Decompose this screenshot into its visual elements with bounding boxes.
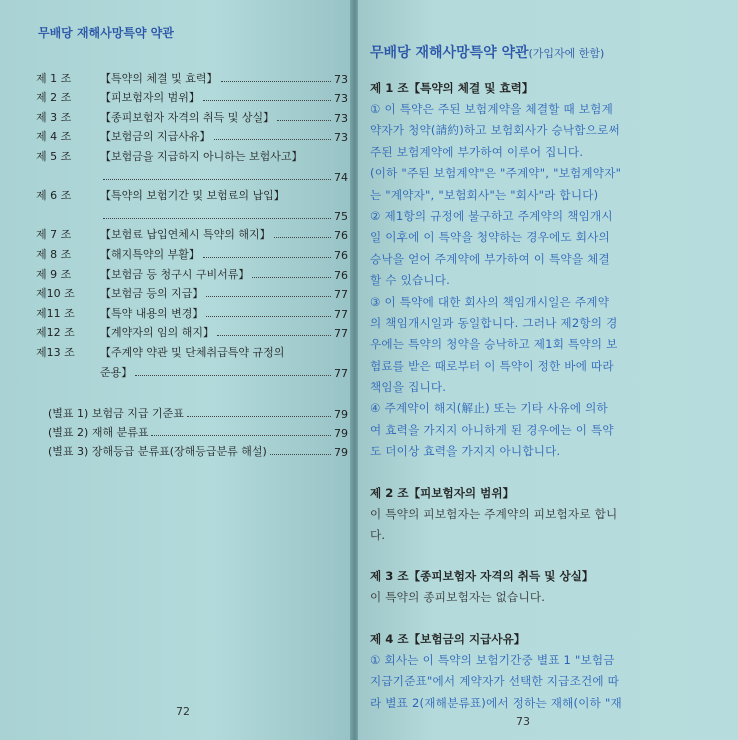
text-line: ① 회사는 이 특약의 보험기간중 별표 1 "보험금 bbox=[370, 652, 615, 667]
text-line: 여 효력을 가지지 아니하게 된 경우에는 이 특약 bbox=[370, 422, 614, 437]
toc-page-number: 73 bbox=[334, 72, 348, 86]
toc-article-name: 【보험금 등 청구시 구비서류】 bbox=[100, 267, 250, 281]
toc-article-number: 제11 조 bbox=[36, 306, 75, 320]
toc-page-number: 76 bbox=[334, 268, 348, 282]
annex-page-number: 79 bbox=[334, 408, 348, 421]
article-2-body bbox=[370, 504, 720, 547]
toc-page-number: 74 bbox=[334, 170, 348, 184]
toc-page-number: 73 bbox=[334, 111, 348, 125]
text-line: ③ 이 특약에 대한 회사의 책임개시일은 주계약 bbox=[370, 294, 610, 309]
toc-row bbox=[36, 301, 348, 321]
title-sub: (가입자에 한함) bbox=[528, 47, 605, 60]
toc-article-name: 【해지특약의 부활】 bbox=[100, 247, 200, 261]
toc-article-number: 제12 조 bbox=[36, 326, 75, 340]
toc-row bbox=[36, 321, 348, 341]
toc-article-number: 제 1 조 bbox=[36, 71, 72, 85]
toc-article-number: 제 8 조 bbox=[36, 247, 72, 261]
title-main: 무배당 재해사망특약 약관 bbox=[370, 45, 529, 61]
toc-leader-dots bbox=[221, 81, 332, 82]
toc-article-name: 【종피보험자 자격의 취득 및 상실】 bbox=[100, 110, 275, 124]
toc-page-number: 77 bbox=[334, 366, 348, 380]
toc-page-number: 76 bbox=[334, 229, 348, 243]
toc-article-number: 제 6 조 bbox=[36, 189, 72, 203]
text-line: 라 별표 2(재해분류표)에서 정하는 재해(이하 "재 bbox=[370, 695, 622, 710]
annex-name: (별표 2) 재해 분류표 bbox=[48, 426, 149, 439]
right-page-title bbox=[370, 42, 604, 62]
article-4-heading: 제 4 조【보험금의 지급사유】 bbox=[370, 631, 526, 646]
annex-list bbox=[48, 402, 348, 459]
toc-article-name: 【보험금의 지급사유】 bbox=[100, 130, 211, 144]
toc-leader-dots bbox=[203, 257, 331, 258]
article-1-heading: 제 1 조【특약의 체결 및 효력】 bbox=[370, 81, 534, 95]
article-4-body bbox=[370, 650, 720, 714]
toc-leader-dots bbox=[214, 139, 331, 140]
toc-leader-dots bbox=[277, 120, 331, 121]
toc-row bbox=[36, 105, 348, 125]
annex-leader-dots bbox=[151, 435, 331, 436]
article-1-body bbox=[370, 99, 720, 463]
toc-row bbox=[36, 262, 348, 282]
text-line: 우에는 특약의 청약을 승낙하고 제1회 특약의 보 bbox=[370, 337, 618, 352]
toc-row bbox=[36, 360, 348, 380]
annex-name: (별표 3) 장해등급 분류표(장해등급분류 해설) bbox=[48, 445, 267, 458]
toc-leader-dots bbox=[206, 296, 331, 297]
text-line: 이 특약의 피보험자는 주계약의 피보험자로 합니 bbox=[370, 506, 618, 521]
annex-leader-dots bbox=[270, 454, 331, 455]
text-line: 일 이후에 이 특약을 청약하는 경우에도 회사의 bbox=[370, 230, 610, 245]
text-line: 다. bbox=[370, 528, 386, 543]
text-line: ② 제1항의 규정에 불구하고 주계약의 책임개시 bbox=[370, 208, 613, 223]
text-line: 험료를 받은 때로부터 이 특약이 정한 바에 따라 bbox=[370, 358, 614, 373]
toc-row bbox=[36, 242, 348, 262]
toc-page-number: 73 bbox=[334, 92, 348, 106]
toc-leader-dots bbox=[274, 237, 331, 238]
toc-article-name: 【보험금 등의 지급】 bbox=[100, 287, 204, 301]
toc-row bbox=[36, 125, 348, 145]
toc-article-number: 제10 조 bbox=[36, 287, 75, 301]
toc-leader-dots bbox=[103, 218, 331, 219]
toc-article-number: 제 3 조 bbox=[36, 110, 72, 124]
article-2-heading: 제 2 조【피보험자의 범위】 bbox=[370, 485, 515, 500]
toc-row bbox=[36, 203, 348, 223]
toc-leader-dots bbox=[103, 179, 331, 180]
text-line: 이 특약의 종피보험자는 없습니다. bbox=[370, 590, 546, 605]
annex-row bbox=[48, 421, 348, 440]
left-page-title: 무배당 재해사망특약 약관 bbox=[38, 26, 174, 40]
toc-leader-dots bbox=[203, 100, 331, 101]
toc-page-number: 75 bbox=[334, 209, 348, 223]
right-page bbox=[358, 0, 738, 740]
article-3-body bbox=[370, 587, 720, 608]
page-number-right: 73 bbox=[516, 715, 530, 728]
text-line: 도 더이상 효력을 가지지 아니합니다. bbox=[370, 444, 561, 459]
toc-article-number: 제 7 조 bbox=[36, 228, 72, 242]
article-3-heading: 제 3 조【종피보험자 자격의 취득 및 상실】 bbox=[370, 569, 594, 584]
toc-page-number: 77 bbox=[334, 307, 348, 321]
toc-article-name: 준용】 bbox=[100, 365, 133, 379]
toc-page-number: 77 bbox=[334, 288, 348, 302]
annex-row bbox=[48, 440, 348, 459]
toc-row bbox=[36, 184, 348, 204]
annex-page-number: 79 bbox=[334, 427, 348, 440]
annex-row bbox=[48, 402, 348, 421]
toc-row bbox=[36, 164, 348, 184]
toc-row bbox=[36, 144, 348, 164]
text-line: 할 수 있습니다. bbox=[370, 273, 451, 288]
toc-page-number: 77 bbox=[334, 327, 348, 341]
toc-article-name: 【피보험자의 범위】 bbox=[100, 91, 200, 105]
toc-article-name: 【특약의 보험기간 및 보험료의 납입】 bbox=[100, 189, 285, 203]
text-line: (이하 "주된 보험계약"은 "주계약", "보험계약자" bbox=[370, 166, 622, 181]
toc-article-name: 【주계약 약관 및 단체취급특약 규정의 bbox=[100, 345, 285, 359]
text-line: 주된 보험계약에 부가하여 이루어 집니다. bbox=[370, 144, 584, 159]
text-line: 의 책임개시일과 동일합니다. 그러나 제2항의 경 bbox=[370, 315, 618, 330]
left-page bbox=[0, 0, 352, 740]
toc-article-number: 제 4 조 bbox=[36, 130, 72, 144]
text-line: 승낙을 얻어 주계약에 부가하여 이 특약을 체결 bbox=[370, 251, 610, 266]
toc-row bbox=[36, 223, 348, 243]
text-line: 지급기준표"에서 계약자가 선택한 지급조건에 따 bbox=[370, 674, 620, 689]
text-line: 는 "계약자", "보험회사"는 "회사"라 합니다) bbox=[370, 187, 599, 202]
toc-leader-dots bbox=[135, 375, 331, 376]
text-line: ④ 주계약이 해지(解止) 또는 기타 사유에 의하 bbox=[370, 401, 608, 416]
toc-article-name: 【특약 내용의 변경】 bbox=[100, 306, 204, 320]
toc-article-name: 【계약자의 임의 해지】 bbox=[100, 326, 215, 340]
annex-name: (별표 1) 보험금 지급 기준표 bbox=[48, 407, 184, 420]
text-line: ① 이 특약은 주된 보험계약을 체결할 때 보험계 bbox=[370, 102, 613, 116]
toc-leader-dots bbox=[217, 335, 331, 336]
toc-row bbox=[36, 340, 348, 360]
toc-row bbox=[36, 66, 348, 86]
toc-article-number: 제 9 조 bbox=[36, 267, 72, 281]
toc-row bbox=[36, 86, 348, 106]
toc-article-name: 【보험금을 지급하지 아니하는 보험사고】 bbox=[100, 149, 303, 163]
toc-article-number: 제13 조 bbox=[36, 345, 75, 359]
toc-article-number: 제 5 조 bbox=[36, 149, 72, 163]
toc-article-name: 【보험료 납입연체시 특약의 해지】 bbox=[100, 228, 271, 242]
page-number-left: 72 bbox=[176, 705, 190, 718]
toc-row bbox=[36, 282, 348, 302]
text-line: 약자가 청약(請約)하고 보험회사가 승낙함으로써 bbox=[370, 123, 620, 138]
toc-page-number: 76 bbox=[334, 248, 348, 262]
table-of-contents bbox=[36, 66, 348, 380]
text-line: 책임을 집니다. bbox=[370, 380, 447, 395]
annex-page-number: 79 bbox=[334, 446, 348, 459]
article-text bbox=[370, 78, 720, 714]
toc-article-name: 【특약의 체결 및 효력】 bbox=[100, 71, 218, 85]
annex-leader-dots bbox=[187, 416, 331, 417]
toc-article-number: 제 2 조 bbox=[36, 91, 72, 105]
toc-page-number: 73 bbox=[334, 131, 348, 145]
toc-leader-dots bbox=[206, 316, 331, 317]
toc-leader-dots bbox=[252, 277, 331, 278]
